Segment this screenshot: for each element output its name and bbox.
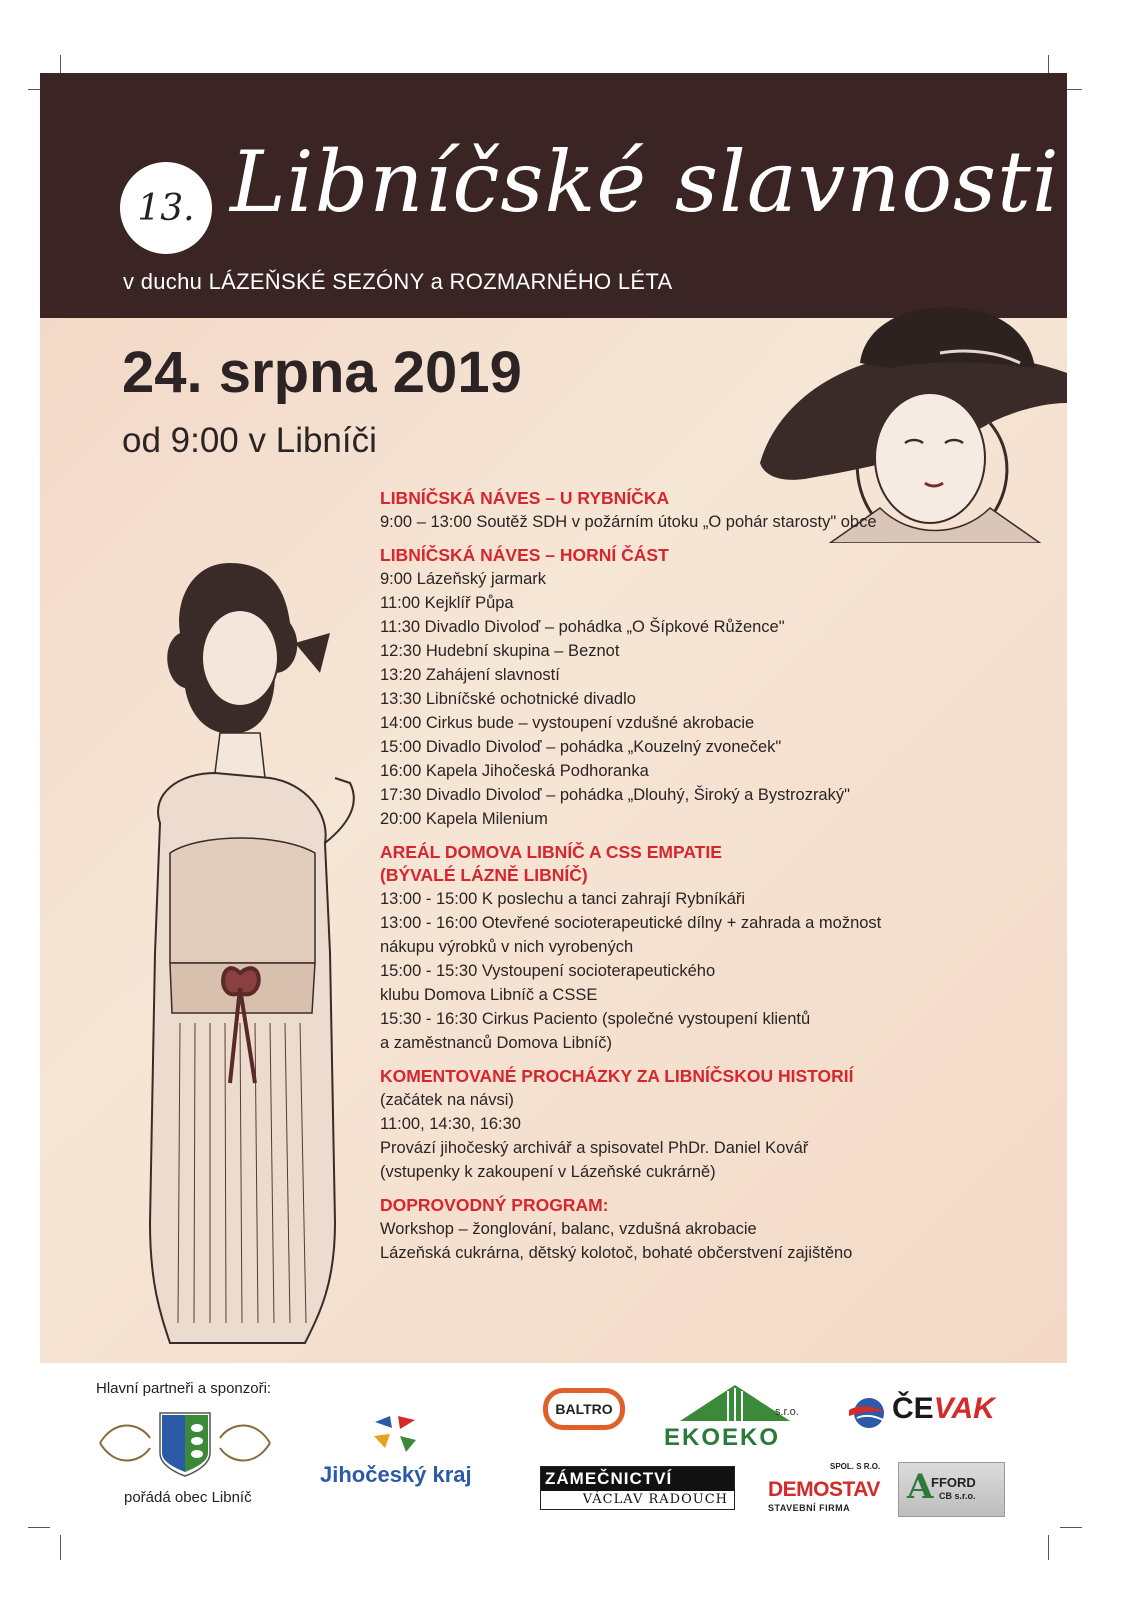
event-place: od 9:00 v Libníči: [122, 421, 377, 460]
afford-name: FFORD: [931, 1475, 976, 1490]
edition-badge: [120, 162, 212, 254]
program-item: 11:00, 14:30, 16:30: [380, 1115, 521, 1133]
program-item: 9:00 – 13:00 Soutěž SDH v požárním útoku „O pohár starosty" obce: [380, 513, 877, 531]
event-date: 24. srpna 2019: [122, 340, 522, 405]
poster: [40, 73, 1067, 1363]
program-item: 16:00 Kapela Jihočeská Podhoranka: [380, 762, 649, 780]
zamecnictvi-logo: [540, 1466, 735, 1510]
program-section: [380, 1194, 1020, 1265]
cevak-text: [892, 1392, 995, 1426]
program-item: 13:20 Zahájení slavností: [380, 666, 560, 684]
section-title: DOPROVODNÝ PROGRAM:: [380, 1195, 609, 1215]
baltro-text: BALTRO: [555, 1401, 613, 1417]
organizer-label: pořádá obec Libníč: [124, 1489, 252, 1506]
program-item: 12:30 Hudební skupina – Beznot: [380, 642, 620, 660]
program-item: 13:30 Libníčské ochotnické divadlo: [380, 690, 636, 708]
program-item: Provází jihočeský archivář a spisovatel PhDr. Daniel Kovář: [380, 1139, 809, 1157]
program-section: [380, 544, 1020, 831]
program-item: (vstupenky k zakoupení v Lázeňské cukrárně): [380, 1163, 716, 1181]
program-item: 17:30 Divadlo Divoloď – pohádka „Dlouhý, Široký a Bystrozraký": [380, 786, 850, 804]
ekoeko-text: EKOEKO: [664, 1424, 781, 1451]
cevak-text-b: VAK: [933, 1392, 995, 1425]
libnic-crest-logo: [90, 1408, 280, 1478]
sponsors-label: Hlavní partneři a sponzoři:: [96, 1380, 272, 1397]
afford-letter: A: [907, 1467, 934, 1507]
crop-mark: [28, 1527, 50, 1528]
crop-mark: [60, 1535, 61, 1560]
event-subtitle: v duchu LÁZEŇSKÉ SEZÓNY a ROZMARNÉHO LÉTA: [123, 269, 673, 294]
program-item: Lázeňská cukrárna, dětský kolotoč, bohaté občerstvení zajištěno: [380, 1244, 853, 1262]
zamecnictvi-title: ZÁMEČNICTVÍ: [541, 1467, 734, 1491]
cevak-text-a: ČE: [892, 1392, 934, 1425]
jihocesky-kraj-logo: [370, 1414, 420, 1454]
program-item: klubu Domova Libníč a CSSE: [380, 986, 598, 1004]
cevak-drop-icon: [847, 1396, 887, 1430]
section-title: LIBNÍČSKÁ NÁVES – U RYBNÍČKA: [380, 488, 670, 508]
program-section: [380, 841, 1020, 1055]
section-title: LIBNÍČSKÁ NÁVES – HORNÍ ČÁST: [380, 545, 669, 565]
section-subtitle: (BÝVALÉ LÁZNĚ LIBNÍČ): [380, 865, 588, 885]
program-item: nákupu výrobků v nich vyrobených: [380, 938, 634, 956]
edition-number: 13.: [137, 187, 195, 229]
program-item: 13:00 - 16:00 Otevřené socioterapeutické dílny + zahrada a možnost: [380, 914, 882, 932]
program-item: 15:00 - 15:30 Vystoupení socioterapeutického: [380, 962, 716, 980]
crop-mark: [1048, 1535, 1049, 1560]
program-item: 15:00 Divadlo Divoloď – pohádka „Kouzelný zvoneček": [380, 738, 782, 756]
ekoeko-sro: s.r.o.: [775, 1406, 799, 1418]
jihocesky-kraj-text: Jihočeský kraj: [320, 1462, 472, 1487]
demostav-name: DEMOSTAV: [768, 1478, 880, 1501]
lady-in-corset-illustration: [80, 523, 380, 1363]
afford-logo: [898, 1462, 1005, 1517]
baltro-logo: [543, 1388, 625, 1430]
program-item: 11:00 Kejklíř Půpa: [380, 594, 514, 612]
program-section: [380, 487, 1020, 534]
program-item: a zaměstnanců Domova Libníč): [380, 1034, 613, 1052]
program-item: 20:00 Kapela Milenium: [380, 810, 548, 828]
program-section: [380, 1065, 1020, 1184]
section-title: AREÁL DOMOVA LIBNÍČ A CSS EMPATIE: [380, 842, 722, 862]
program-list: [380, 487, 1020, 1275]
demostav-spol: SPOL. S R.O.: [830, 1462, 881, 1471]
program-item: 13:00 - 15:00 K poslechu a tanci zahrají Rybníkáři: [380, 890, 746, 908]
program-item: 14:00 Cirkus bude – vystoupení vzdušné akrobacie: [380, 714, 755, 732]
section-title: KOMENTOVANÉ PROCHÁZKY ZA LIBNÍČSKOU HISTORIÍ: [380, 1066, 854, 1086]
program-item: 11:30 Divadlo Divoloď – pohádka „O Šípkové Růžence": [380, 618, 785, 636]
program-item: Workshop – žonglování, balanc, vzdušná akrobacie: [380, 1220, 757, 1238]
program-item: (začátek na návsi): [380, 1091, 514, 1109]
program-item: 15:30 - 16:30 Cirkus Paciento (společné vystoupení klientů: [380, 1010, 811, 1028]
zamecnictvi-owner: VÁCLAV RADOUCH: [582, 1492, 728, 1507]
crop-mark: [1060, 1527, 1082, 1528]
demostav-subtitle: STAVEBNÍ FIRMA: [768, 1503, 851, 1513]
program-item: 9:00 Lázeňský jarmark: [380, 570, 546, 588]
afford-sro: CB s.r.o.: [939, 1491, 976, 1501]
event-title: Libníčské slavnosti: [230, 133, 1060, 231]
